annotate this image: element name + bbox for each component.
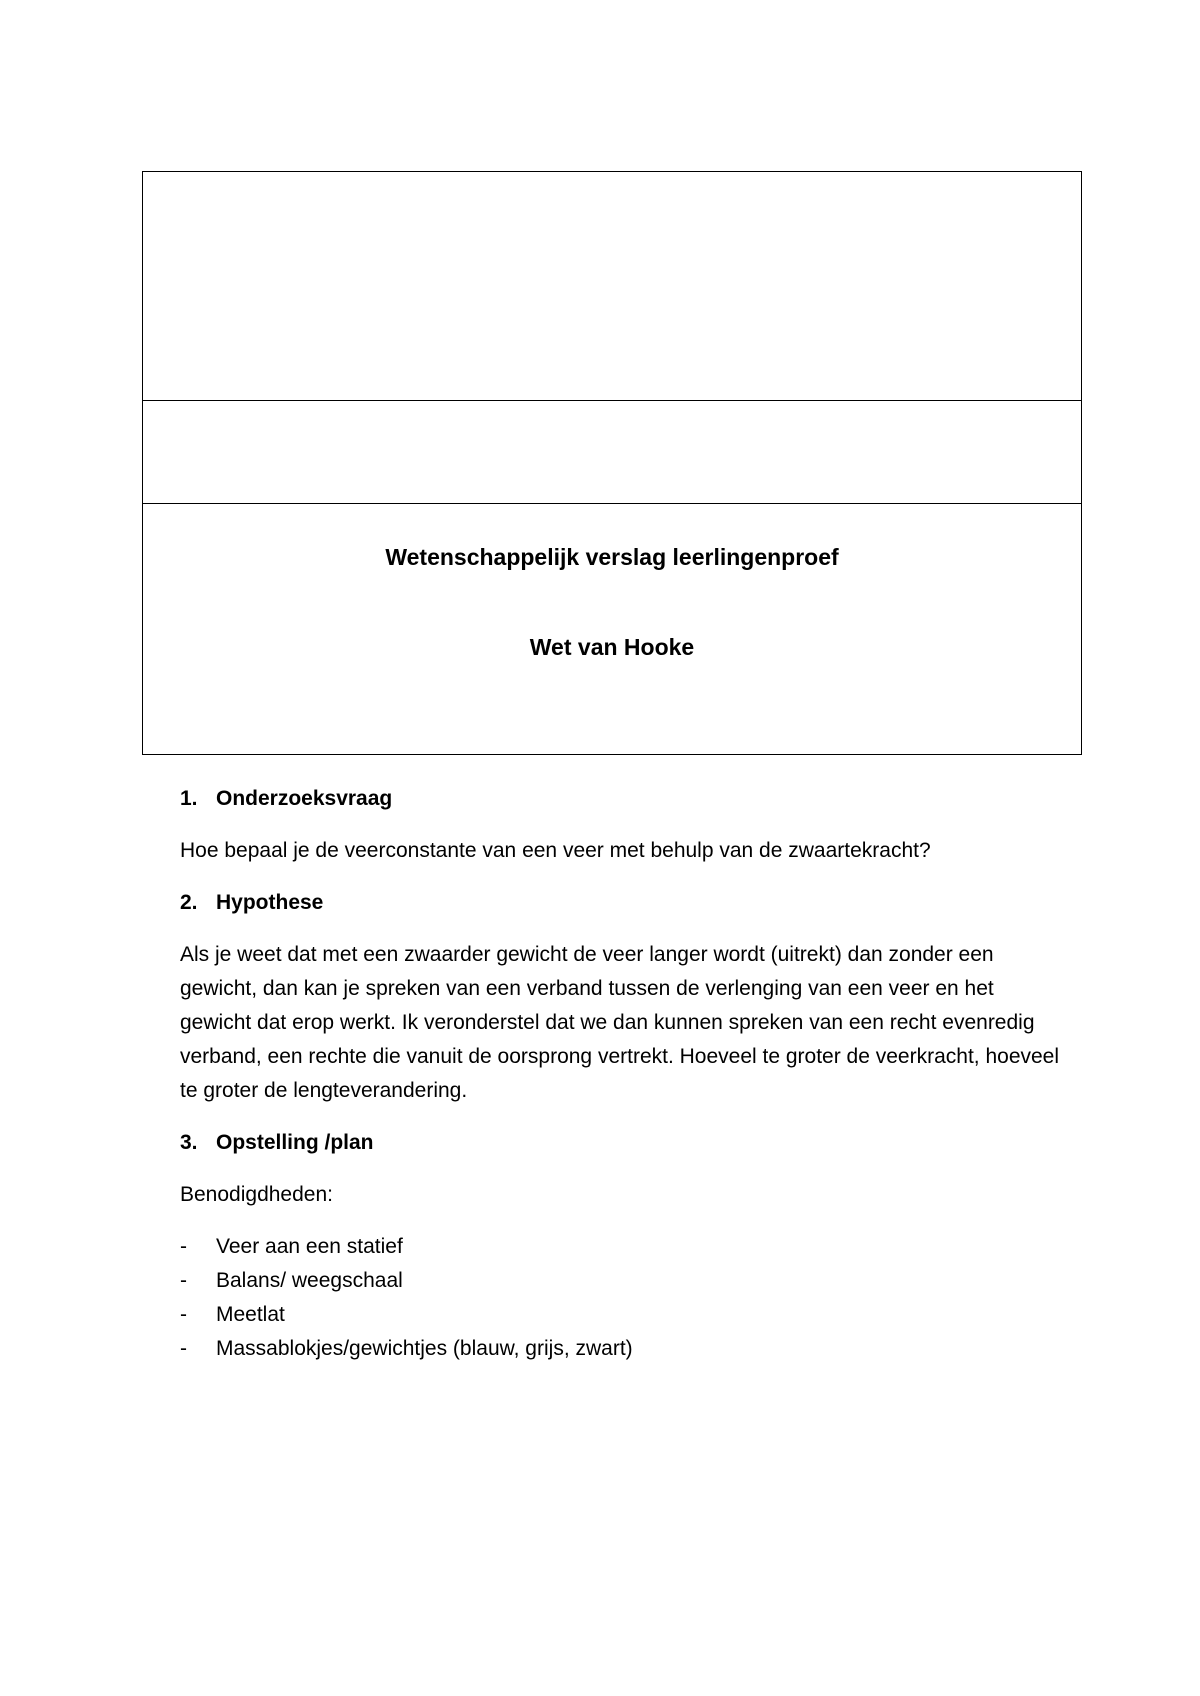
section-title: Onderzoeksvraag xyxy=(216,787,393,810)
section-heading-onderzoeksvraag xyxy=(180,782,1080,816)
list-bullet: - xyxy=(180,1337,187,1360)
section-title: Opstelling /plan xyxy=(216,1131,374,1154)
list-item-text: Massablokjes/gewichtjes (blauw, grijs, zwart) xyxy=(216,1337,633,1360)
section-text: Hoe bepaal je de veerconstante van een veer met behulp van de zwaartekracht? xyxy=(180,839,931,862)
list-item xyxy=(180,1264,1080,1298)
list-item xyxy=(180,1230,1080,1264)
list-item-text: Veer aan een statief xyxy=(216,1235,403,1258)
document-body xyxy=(180,780,1080,1366)
document-subtitle: Wet van Hooke xyxy=(529,634,695,660)
section-heading-opstelling xyxy=(180,1126,1080,1160)
section-number: 2. xyxy=(180,891,198,914)
list-bullet: - xyxy=(180,1235,187,1258)
section-number: 1. xyxy=(180,787,198,810)
section-number: 3. xyxy=(180,1131,198,1154)
title-table-row-empty-top xyxy=(143,172,1081,401)
list-bullet: - xyxy=(180,1303,187,1326)
document-title: Wetenschappelijk verslag leerlingenproef xyxy=(385,544,839,570)
section-title: Hypothese xyxy=(216,891,324,914)
title-table xyxy=(142,171,1082,755)
title-table-row-empty-middle xyxy=(143,401,1081,504)
list-item-text: Balans/ weegschaal xyxy=(216,1269,403,1292)
list-item xyxy=(180,1332,1080,1366)
section-text: Als je weet dat met een zwaarder gewicht de veer langer wordt (uitrekt) dan zonder een gewicht, dan kan je spreken van een verband tussen de verlenging van een veer en het gewicht dat erop werkt. Ik veronderstel dat we dan kunnen spreken van een recht evenredig verband, een rechte die vanuit de oorsprong vertrekt. Hoeveel te groter de veerkracht, hoeveel te groter de lengteverandering. xyxy=(180,943,1060,1102)
list-bullet: - xyxy=(180,1269,187,1292)
section-text: Benodigdheden: xyxy=(180,1183,333,1206)
materials-list xyxy=(180,1230,1080,1366)
title-table-row-title xyxy=(143,504,1081,754)
list-item-text: Meetlat xyxy=(216,1303,285,1326)
list-item xyxy=(180,1298,1080,1332)
section-heading-hypothese xyxy=(180,886,1080,920)
